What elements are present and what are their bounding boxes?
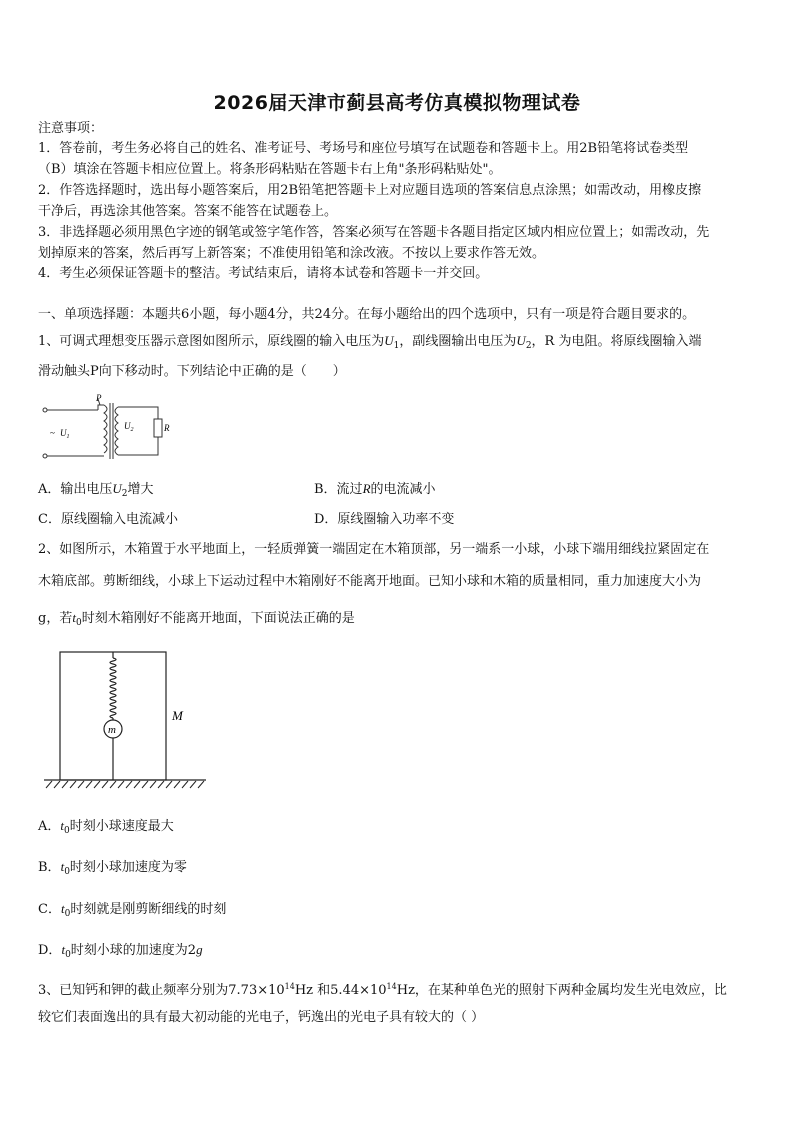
q3-stem-line1: 3、已知钙和钾的截止频率分别为$7.73\times 10^{14}Hz$ 和$5.44\times 10^{14}Hz$，在某种单色光的照射下两种金属均发生光电效应，比	[38, 982, 727, 998]
notice-line: 干净后，再选涂其他答案。答案不能答在试题卷上。	[38, 204, 338, 219]
label-m: m	[108, 724, 116, 736]
section-heading: 一、单项选择题：本题共6小题，每小题4分，共24分。在每小题给出的四个选项中，只有一项是符合题目要求的。	[38, 307, 696, 322]
ac-source-icon: ~	[50, 428, 55, 438]
notice-line: 3．非选择题必须用黑色字迹的钢笔或签字笔作答，答案必须写在答题卡各题目指定区域内相应位置上；如需改动，先	[38, 225, 710, 240]
q2-option-c: C．$t_0$时刻就是刚剪断细线的时刻	[38, 901, 227, 919]
q1-stem-line1: 1、可调式理想变压器示意图如图所示，原线圈的输入电压为$U_1$，副线圈输出电压为$U_2$，R 为电阻。将原线圈输入端	[38, 333, 702, 351]
transformer-diagram	[38, 393, 168, 465]
label-u1: $U_1$	[60, 428, 70, 440]
notice-line: （B）填涂在答题卡相应位置上。将条形码粘贴在答题卡右上角"条形码粘贴处"。	[38, 162, 502, 177]
notice-line: 1．答卷前，考生务必将自己的姓名、准考证号、考场号和座位号填写在试题卷和答题卡上。用2B铅笔将试卷类型	[38, 141, 689, 156]
q2-stem-line1: 2、如图所示，木箱置于水平地面上，一轻质弹簧一端固定在木箱顶部，另一端系一小球，小球下端用细线拉紧固定在	[38, 542, 710, 557]
label-p: P	[96, 393, 102, 403]
q1-stem-line2: 滑动触头P向下移动时。下列结论中正确的是（ ）	[38, 364, 346, 379]
label-u2: $U_2$	[124, 421, 134, 433]
q2-stem-line2: 木箱底部。剪断细线，小球上下运动过程中木箱刚好不能离开地面。已知小球和木箱的质量相同，重力加速度大小为	[38, 574, 702, 589]
notice-line: 4．考生必须保证答题卡的整洁。考试结束后，请将本试卷和答题卡一并交回。	[38, 266, 489, 281]
q3-stem-line2: 较它们表面逸出的具有最大初动能的光电子，钙逸出的光电子具有较大的（ ）	[38, 1010, 485, 1025]
spring-box-diagram	[40, 648, 210, 793]
notice-line: 划掉原来的答案，然后再写上新答案；不准使用铅笔和涂改液。不按以上要求作答无效。	[38, 246, 546, 261]
notice-line: 2．作答选择题时，选出每小题答案后，用2B铅笔把答题卡上对应题目选项的答案信息点涂黑；如需改动，用橡皮擦	[38, 183, 702, 198]
q2-option-b: B．$t_0$时刻小球加速度为零	[38, 859, 187, 877]
q2-stem-line3: g，若$t_0$时刻木箱刚好不能离开地面，下面说法正确的是	[38, 610, 355, 628]
q1-option-a: A．输出电压$U_2$增大	[38, 481, 154, 499]
page-title: 2026届天津市蓟县高考仿真模拟物理试卷	[213, 92, 581, 114]
q1-option-b: B．流过R的电流减小	[314, 481, 436, 497]
q1-option-c: C．原线圈输入电流减小	[38, 512, 178, 527]
label-r: R	[164, 423, 170, 433]
q2-option-a: A．$t_0$时刻小球速度最大	[38, 818, 174, 836]
notice-heading: 注意事项：	[38, 121, 104, 136]
q1-option-d: D．原线圈输入功率不变	[314, 512, 455, 527]
label-big-m: M	[172, 708, 183, 723]
q2-option-d: D．$t_0$时刻小球的加速度为2g	[38, 942, 203, 960]
